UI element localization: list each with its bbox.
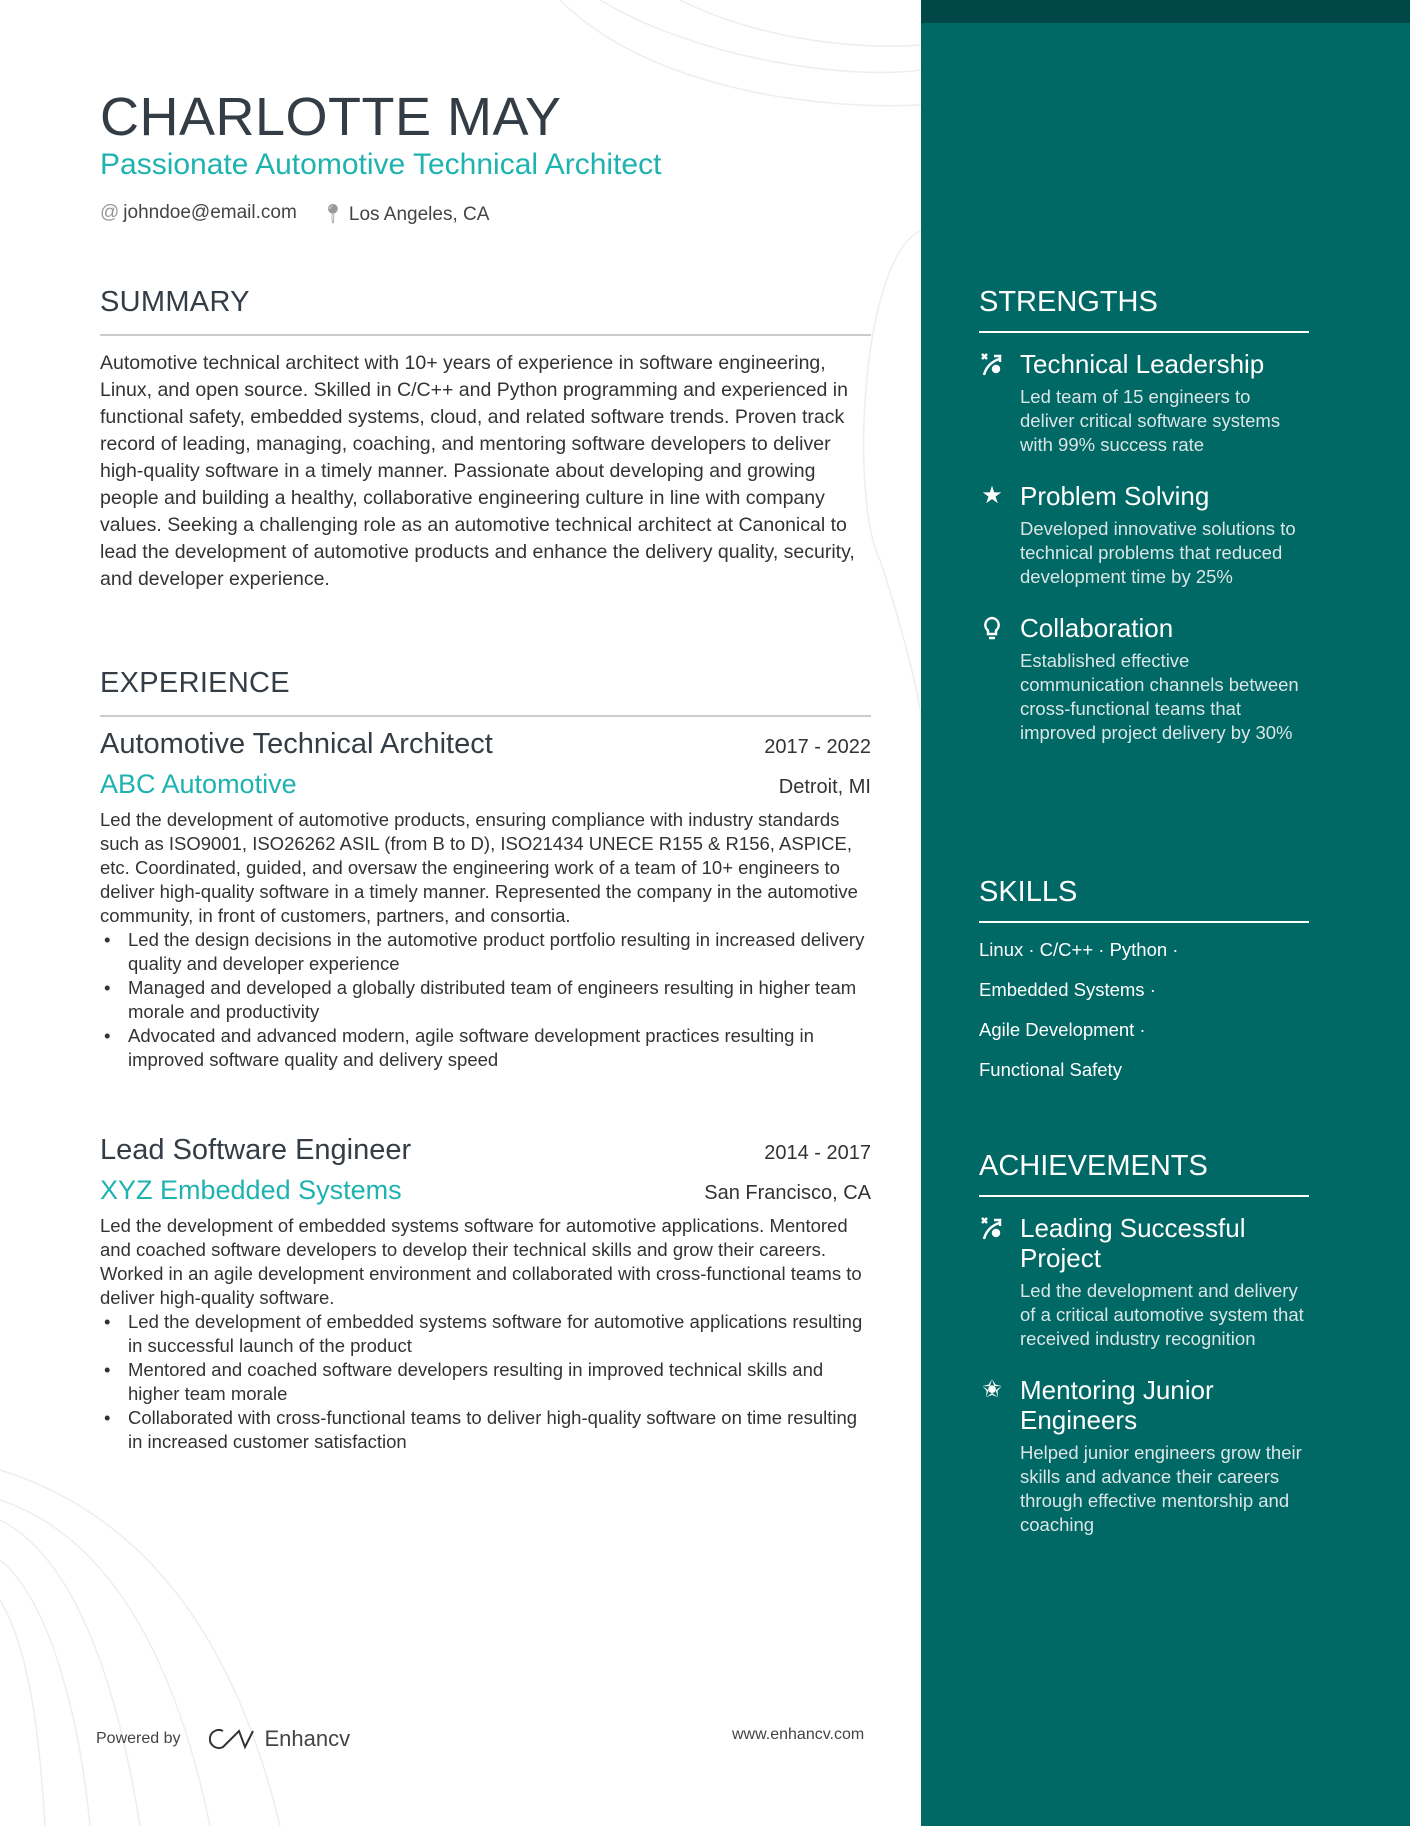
company-name: ABC Automotive xyxy=(100,769,297,799)
company-name: XYZ Embedded Systems xyxy=(100,1175,402,1205)
candidate-title: Passionate Automotive Technical Architect xyxy=(100,148,662,181)
enhancv-logo[interactable]: Enhancv xyxy=(209,1726,351,1752)
divider xyxy=(979,921,1309,923)
achievements-heading: ACHIEVEMENTS xyxy=(979,1150,1208,1182)
divider xyxy=(100,715,871,717)
summary-heading: SUMMARY xyxy=(100,286,250,318)
skill-row: Functional Safety xyxy=(979,1059,1122,1080)
job-description: Led the development of embedded systems software for automotive applications. Mentored and coached software developers to develop their technical skills and grow their careers. Worked in an agile development environment and collaborated with cross-functional teams to deliver high-quality software. xyxy=(100,1215,862,1308)
job-description: Led the development of automotive products, ensuring compliance with industry standards such as ISO9001, ISO26262 ASIL (from B to D), ISO21434 UNECE R155 & R156, ASPICE, etc. Coordinated, guided, and oversaw the engineering work of a team of 10+ engineers to deliver high-quality software in a timely manner. Represented the company in the automotive community, in front of customers, partners, and consortia. xyxy=(100,809,858,926)
powered-by-label: Powered by xyxy=(96,1730,181,1747)
strategy-icon xyxy=(979,1215,1005,1241)
bullet: • Collaborated with cross-functional teams to deliver high-quality software on time resulting in increased customer satisfaction xyxy=(100,1406,871,1454)
divider xyxy=(979,1195,1309,1197)
star-outline-icon: ✬ xyxy=(981,1376,1003,1403)
divider xyxy=(100,334,871,336)
strength-item: ★ Problem Solving Developed innovative solutions to technical problems that reduced development time by 25% xyxy=(979,481,1309,589)
skills-section xyxy=(979,876,1309,1099)
bullet: • Mentored and coached software developers resulting in improved technical skills and higher team morale xyxy=(100,1358,871,1406)
divider xyxy=(979,331,1309,333)
bullet: • Led the design decisions in the automotive product portfolio resulting in increased delivery quality and developer experience xyxy=(100,928,871,976)
bullet: • Managed and developed a globally distributed team of engineers resulting in higher team morale and productivity xyxy=(100,976,871,1024)
email[interactable]: @ johndoe@email.com xyxy=(100,202,297,223)
achievement-item: ✬ Mentoring Junior Engineers Helped junior engineers grow their skills and advance their careers through effective mentorship and coaching xyxy=(979,1375,1309,1537)
strength-item: Technical Leadership Led team of 15 engineers to deliver critical software systems with 99% success rate xyxy=(979,349,1309,457)
job-location: San Francisco, CA xyxy=(704,1182,871,1204)
job-dates: 2017 - 2022 xyxy=(764,736,871,758)
footer-branding xyxy=(96,1726,350,1752)
sidebar-top-band xyxy=(921,0,1410,23)
skill-row: Embedded Systems · xyxy=(979,979,1156,1000)
bullet: • Advocated and advanced modern, agile software development practices resulting in improved software quality and delivery speed xyxy=(100,1024,871,1072)
location: 📍︎ Los Angeles, CA xyxy=(320,204,490,225)
skills-heading: SKILLS xyxy=(979,876,1078,908)
strengths-heading: STRENGTHS xyxy=(979,286,1158,318)
bullet: • Led the development of embedded systems software for automotive applications resulting in successful launch of the product xyxy=(100,1310,871,1358)
at-icon: @ xyxy=(100,202,120,223)
location-pin-icon: 📍︎ xyxy=(320,204,345,225)
job-dates: 2014 - 2017 xyxy=(764,1142,871,1164)
star-icon: ★ xyxy=(981,482,1003,509)
strength-item: Collaboration Established effective communication channels between cross-functional teams that improved project delivery by 30% xyxy=(979,613,1309,745)
achievements-section xyxy=(979,1150,1309,1561)
contact-info xyxy=(100,202,489,226)
job-location: Detroit, MI xyxy=(778,776,871,798)
lightbulb-icon xyxy=(979,615,1005,641)
enhancv-logo-icon xyxy=(209,1727,255,1751)
achievement-item: Leading Successful Project Led the development and delivery of a critical automotive system that received industry recognition xyxy=(979,1213,1309,1351)
summary-text: Automotive technical architect with 10+ years of experience in software engineering, Linux, and open source. Skilled in C/C++ and Python programming and experienced in functional safety, embedded systems, cloud, and related software trends. Proven track record of leading, managing, coaching, and mentoring software developers to deliver high-quality software in a timely manner. Passionate about developing and growing people and building a healthy, collaborative engineering culture in line with company values. Seeking a challenging role as an automotive technical architect at Canonical to lead the development of automotive products and enhance the delivery quality, security, and developer experience. xyxy=(100,352,855,590)
candidate-name: CHARLOTTE MAY xyxy=(100,87,562,147)
skill-row: Agile Development · xyxy=(979,1019,1146,1040)
job-title: Lead Software Engineer xyxy=(100,1134,412,1166)
job-entry xyxy=(100,1134,871,1454)
footer-url[interactable]: www.enhancv.com xyxy=(732,1726,865,1743)
experience-heading: EXPERIENCE xyxy=(100,667,290,699)
strategy-icon xyxy=(979,351,1005,377)
strengths-section xyxy=(979,286,1309,769)
skill-row: Linux · C/C++ · Python · xyxy=(979,939,1179,960)
job-title: Automotive Technical Architect xyxy=(100,728,493,760)
job-entry xyxy=(100,728,871,1072)
